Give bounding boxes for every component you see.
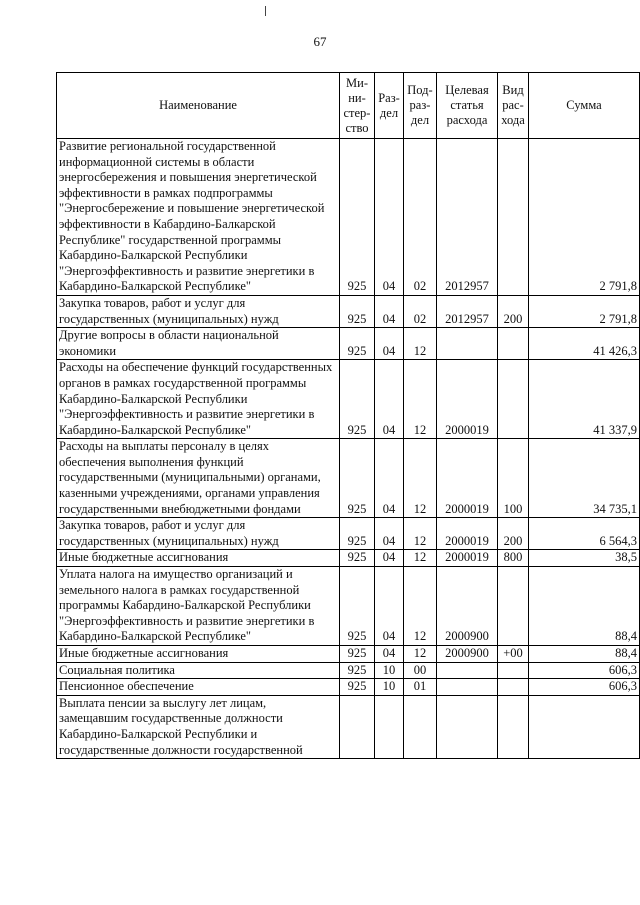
table-row (57, 139, 640, 296)
header-sum: Сумма (529, 73, 640, 139)
row-target: 2012957 (437, 139, 498, 296)
row-name: Другие вопросы в области национальной экономики (57, 328, 340, 360)
header-target: Целевая статья расхода (437, 73, 498, 139)
row-sum: 34 735,1 (529, 439, 640, 518)
table-row (57, 646, 640, 663)
row-target: 2000900 (437, 567, 498, 646)
row-name: Иные бюджетные ассигнования (57, 550, 340, 567)
row-ministry: 925 (340, 662, 375, 679)
row-podrazdel (404, 695, 437, 758)
scan-tick-mark (265, 6, 266, 16)
row-name: Развитие региональной государственной информационной системы в области энергосбережения и повышения энергетической эффективности в рамках подпрограммы "Энергосбережение и повышение энергетической эффективности в Кабардино-Балкарской Республике" государственной программы Кабардино-Балкарской Республики "Энергоэффективность и развитие энергетики в Кабардино-Балкарской Республике" (57, 139, 340, 296)
row-vid (498, 139, 529, 296)
row-podrazdel: 12 (404, 360, 437, 439)
table-header-row (57, 73, 640, 139)
row-podrazdel: 02 (404, 139, 437, 296)
row-ministry: 925 (340, 646, 375, 663)
row-vid: 200 (498, 295, 529, 327)
row-podrazdel: 12 (404, 550, 437, 567)
budget-table (56, 72, 640, 759)
row-target (437, 695, 498, 758)
row-target: 2000019 (437, 439, 498, 518)
row-ministry: 925 (340, 295, 375, 327)
row-name: Пенсионное обеспечение (57, 679, 340, 696)
row-razdel: 04 (375, 139, 404, 296)
row-ministry: 925 (340, 679, 375, 696)
table-row (57, 550, 640, 567)
row-razdel: 04 (375, 518, 404, 550)
row-vid: 800 (498, 550, 529, 567)
row-ministry: 925 (340, 360, 375, 439)
row-podrazdel: 12 (404, 567, 437, 646)
row-sum: 41 426,3 (529, 328, 640, 360)
row-razdel (375, 695, 404, 758)
row-target (437, 328, 498, 360)
table-row (57, 662, 640, 679)
row-vid (498, 695, 529, 758)
header-podrazdel: Под- раз- дел (404, 73, 437, 139)
table-row (57, 679, 640, 696)
row-vid (498, 567, 529, 646)
row-razdel: 04 (375, 567, 404, 646)
row-ministry (340, 695, 375, 758)
row-ministry: 925 (340, 439, 375, 518)
table-row (57, 567, 640, 646)
row-vid: +00 (498, 646, 529, 663)
row-name: Закупка товаров, работ и услуг для государственных (муниципальных) нужд (57, 295, 340, 327)
row-podrazdel: 12 (404, 328, 437, 360)
row-name: Социальная политика (57, 662, 340, 679)
row-razdel: 04 (375, 550, 404, 567)
row-sum: 606,3 (529, 679, 640, 696)
header-name: Наименование (57, 73, 340, 139)
table-row (57, 360, 640, 439)
header-razdel: Раз- дел (375, 73, 404, 139)
table-row (57, 328, 640, 360)
row-name: Расходы на обеспечение функций государственных органов в рамках государственной программы Кабардино-Балкарской Республики "Энергоэффективность и развитие энергетики в Кабардино-Балкарской Республике" (57, 360, 340, 439)
row-ministry: 925 (340, 567, 375, 646)
row-target (437, 662, 498, 679)
table-row (57, 295, 640, 327)
row-razdel: 10 (375, 679, 404, 696)
row-razdel: 04 (375, 360, 404, 439)
row-podrazdel: 00 (404, 662, 437, 679)
row-target: 2000019 (437, 360, 498, 439)
table-body (57, 139, 640, 759)
row-sum: 606,3 (529, 662, 640, 679)
row-target: 2012957 (437, 295, 498, 327)
row-sum: 88,4 (529, 567, 640, 646)
row-razdel: 10 (375, 662, 404, 679)
row-sum: 2 791,8 (529, 295, 640, 327)
row-sum: 2 791,8 (529, 139, 640, 296)
row-target (437, 679, 498, 696)
row-razdel: 04 (375, 646, 404, 663)
row-name: Иные бюджетные ассигнования (57, 646, 340, 663)
table-row (57, 695, 640, 758)
row-vid (498, 662, 529, 679)
row-podrazdel: 12 (404, 439, 437, 518)
row-name: Расходы на выплаты персоналу в целях обеспечения выполнения функций государственными (муниципальными) органами, казенными учреждениями, органами управления государственными внебюджетными фондами (57, 439, 340, 518)
row-target: 2000019 (437, 550, 498, 567)
row-ministry: 925 (340, 518, 375, 550)
row-vid (498, 360, 529, 439)
row-target: 2000019 (437, 518, 498, 550)
row-sum (529, 695, 640, 758)
row-sum: 6 564,3 (529, 518, 640, 550)
page-number: 67 (313, 34, 327, 49)
row-vid: 100 (498, 439, 529, 518)
row-razdel: 04 (375, 328, 404, 360)
table-row (57, 439, 640, 518)
row-sum: 41 337,9 (529, 360, 640, 439)
row-vid (498, 328, 529, 360)
row-vid: 200 (498, 518, 529, 550)
row-ministry: 925 (340, 328, 375, 360)
header-vid: Вид рас- хода (498, 73, 529, 139)
row-podrazdel: 02 (404, 295, 437, 327)
header-ministry: Ми- ни- стер- ство (340, 73, 375, 139)
row-podrazdel: 12 (404, 518, 437, 550)
row-name: Выплата пенсии за выслугу лет лицам, замещавшим государственные должности Кабардино-Балкарской Республики и государственные должности государственной (57, 695, 340, 758)
row-name: Закупка товаров, работ и услуг для государственных (муниципальных) нужд (57, 518, 340, 550)
row-name: Уплата налога на имущество организаций и земельного налога в рамках государственной программы Кабардино-Балкарской Республики "Энергоэффективность и развитие энергетики в Кабардино-Балкарской Республике" (57, 567, 340, 646)
row-podrazdel: 12 (404, 646, 437, 663)
row-ministry: 925 (340, 139, 375, 296)
row-razdel: 04 (375, 295, 404, 327)
row-ministry: 925 (340, 550, 375, 567)
row-sum: 38,5 (529, 550, 640, 567)
row-podrazdel: 01 (404, 679, 437, 696)
table-row (57, 518, 640, 550)
row-target: 2000900 (437, 646, 498, 663)
row-razdel: 04 (375, 439, 404, 518)
row-sum: 88,4 (529, 646, 640, 663)
row-vid (498, 679, 529, 696)
